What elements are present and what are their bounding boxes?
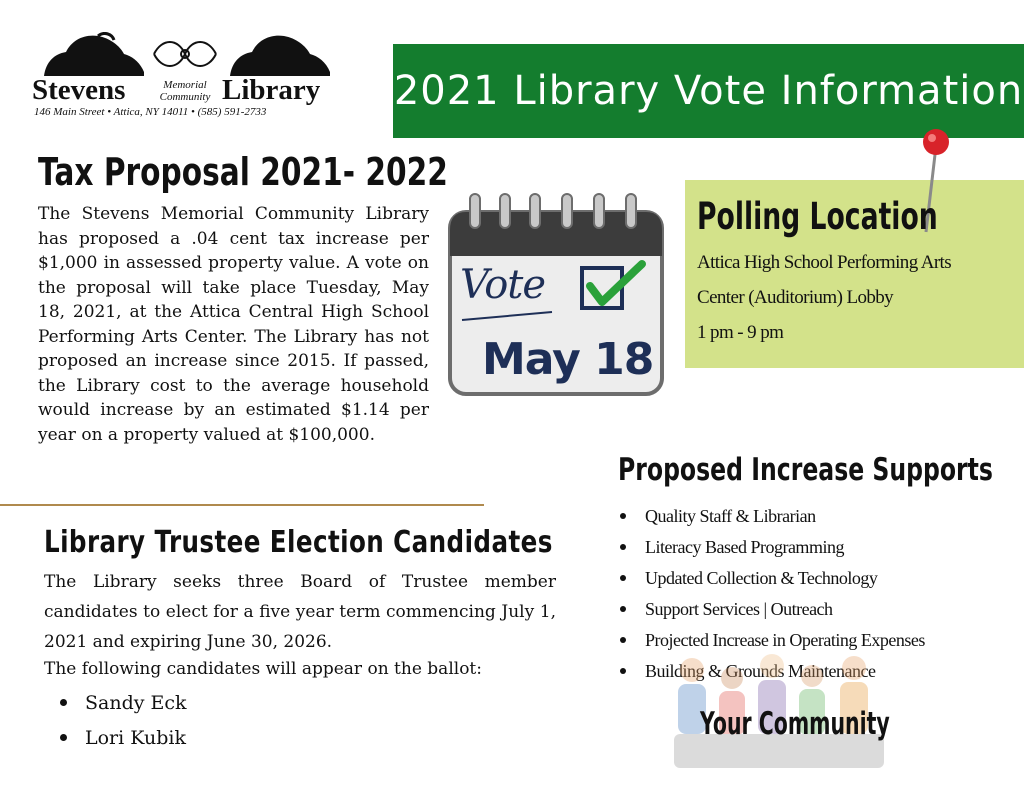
polling-location-heading: Polling Location xyxy=(697,195,938,238)
bullet-icon xyxy=(60,734,67,741)
tax-proposal-body: The Stevens Memorial Community Library has proposed a .04 cent tax increase per $1,000 in assessed property value. A vote on the proposal will take place Tuesday, May 18, 2021, at the Attica Central High School Performing Arts Center. The Library has not proposed an increase since 2015. If passed, the Library cost to the average household would increase by an estimated $1.14 per year on a property valued at $100,000. xyxy=(38,204,429,445)
trustee-body: The Library seeks three Board of Trustee member candidates to elect for a five year term commencing July 1, 2021 and expiring June 30, 2026. xyxy=(44,572,556,652)
calendar-graphic xyxy=(446,190,666,400)
logo-word-community: Community xyxy=(159,91,211,103)
bullet-icon xyxy=(620,668,626,674)
library-logo xyxy=(30,32,340,118)
polling-location-line2: Center (Auditorium) Lobby xyxy=(697,287,894,308)
bullet-icon xyxy=(620,606,626,612)
title-banner xyxy=(393,44,1024,138)
support-item-label: Support Services | Outreach xyxy=(645,599,833,619)
section-divider xyxy=(0,504,484,506)
bullet-icon xyxy=(60,699,67,706)
polling-hours: 1 pm - 9 pm xyxy=(697,322,784,343)
trustee-heading: Library Trustee Election Candidates xyxy=(44,525,553,560)
vote-label: Vote xyxy=(460,262,546,308)
candidate-name: Lori Kubik xyxy=(85,727,187,749)
page-title: 2021 Library Vote Information xyxy=(393,68,1024,114)
community-heading: Your Community xyxy=(700,706,890,742)
ballot-intro: The following candidates will appear on the ballot: xyxy=(44,659,482,679)
vote-date: May 18 xyxy=(482,334,654,385)
support-item-label: Updated Collection & Technology xyxy=(645,568,878,588)
candidate-name: Sandy Eck xyxy=(85,692,187,714)
bullet-icon xyxy=(620,575,626,581)
candidate-item xyxy=(60,692,187,714)
bullet-icon xyxy=(620,544,626,550)
logo-word-stevens: Stevens xyxy=(32,74,126,106)
supports-heading: Proposed Increase Supports xyxy=(618,452,993,488)
list-item xyxy=(620,503,925,534)
logo-address: 146 Main Street • Attica, NY 14011 • (585) 591-2733 xyxy=(34,106,267,118)
list-item xyxy=(620,565,925,596)
logo-word-library: Library xyxy=(222,74,321,106)
bullet-icon xyxy=(620,513,626,519)
bullet-icon xyxy=(620,637,626,643)
support-item-label: Building & Grounds Maintenance xyxy=(645,661,876,681)
tax-proposal-heading: Tax Proposal 2021- 2022 xyxy=(38,150,448,194)
support-item-label: Quality Staff & Librarian xyxy=(645,506,816,526)
list-item xyxy=(620,534,925,565)
polling-location-line1: Attica High School Performing Arts xyxy=(697,252,952,273)
support-item-label: Literacy Based Programming xyxy=(645,537,844,557)
support-item-label: Projected Increase in Operating Expenses xyxy=(645,630,925,650)
logo-word-memorial: Memorial xyxy=(163,79,207,91)
ornament-icon xyxy=(148,34,222,74)
lion-left-icon xyxy=(40,32,150,78)
lion-right-icon xyxy=(224,34,334,78)
list-item xyxy=(620,596,925,627)
candidate-item xyxy=(60,727,186,749)
